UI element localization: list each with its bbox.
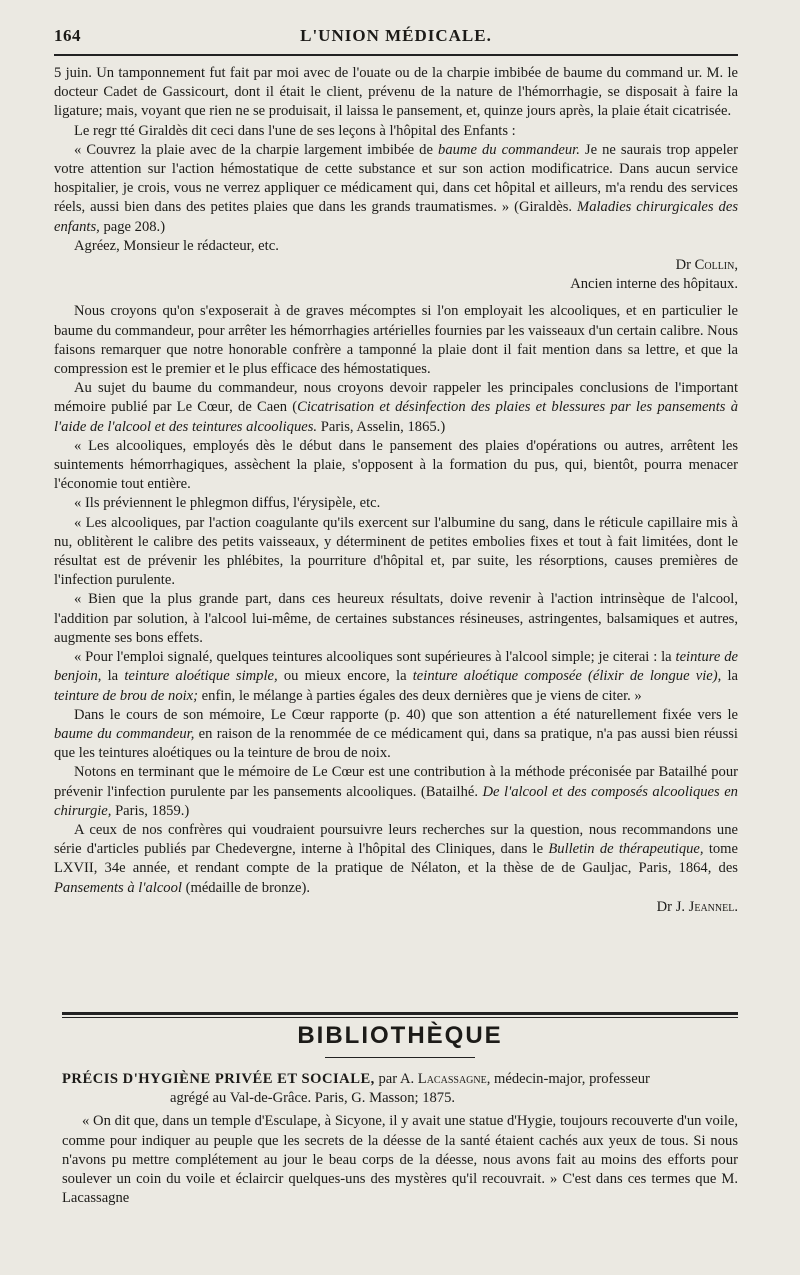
commentary-paragraph: Au sujet du baume du commandeur, nous croyons devoir rappeler les principales conclusions de l'important mémoire publié par Le Cœur, de Caen (Cicatrisation et désinfection des plaies et blessures par les pansements à l'aide de l'alcool et des teintures alcooliques. Paris, Asselin, 1865.) <box>54 380 738 435</box>
commentary-paragraph: Notons en terminant que le mémoire de Le Cœur est une contribution à la méthode préconisée par Batailhé pour prévenir l'infection purulente par les pansements alcooliques. (Batailhé. De l'alcool et des composés alcooliques en chirurgie, Paris, 1859.) <box>54 764 738 819</box>
section-rule <box>62 1012 738 1015</box>
commentary-paragraph: Nous croyons qu'on s'exposerait à de graves mécomptes si l'on employait les alcooliques, et en particulier le baume du commandeur, pour arrêter les hémorrhagies artérielles fournies par les vaisseaux d'un certain calibre. Nous faisons remarquer que notre honorable confrère a tamponné la plaie dont il fait mention dans sa lettre, et que la compression est le premier et le plus efficace des hémostatiques. <box>54 303 738 378</box>
header-rule <box>54 54 738 56</box>
book-entry: PRÉCIS D'HYGIÈNE PRIVÉE ET SOCIALE, par A. Lacassagne, médecin-major, professeur agrégé au Val-de-Grâce. Paris, G. Masson; 1875. <box>62 1070 738 1108</box>
signature-title: Ancien interne des hôpitaux. <box>570 276 738 293</box>
page-header <box>54 22 738 52</box>
section-rule-thin <box>62 1017 738 1018</box>
commentary-signature: Dr J. Jeannel. <box>656 898 738 915</box>
book-review-text: « On dit que, dans un temple d'Esculape, à Sicyone, il y avait une statue d'Hygie, toujours recouverte d'un voile, comme pour indiquer au peuple que les secrets de la déesse de la santé étaient cachés aux yeux de tous. Si nous n'avons pu mettre complétement au jour le beau corps de la déesse, nous avons fait au moins des efforts pour soulever un coin du voile et éclaircir quelques-uns des mystères qu'il recouvrait. » C'est dans ces termes que M. Lacassagne <box>62 1113 738 1207</box>
commentary-paragraph: Dans le cours de son mémoire, Le Cœur rapporte (p. 40) que son attention a été naturellement fixée vers le baume du commandeur, en raison de la renommée de ce médicament qui, dans sa pratique, n'a pas aussi bien réussi que les teintures aloétiques ou la teinture de brou de noix. <box>54 706 738 762</box>
letter-closing: Agréez, Monsieur le rédacteur, etc. <box>74 237 279 254</box>
letter-paragraph: Le regr tté Giraldès dit ceci dans l'une de ses leçons à l'hôpital des Enfants : <box>74 122 516 139</box>
book-publication: agrégé au Val-de-Grâce. Paris, G. Masson; 1875. <box>170 1090 456 1107</box>
letter-signature: Dr Collin, <box>675 257 738 274</box>
lecoeur-quote: « Bien que la plus grande part, dans ces heureux résultats, doive revenir à l'action intrinsèque de l'alcool, l'addition par solution, à l'alcool lui-même, de certaines substances résineuses, astringentes, balsamiques et autres, augmente ses bons effets. <box>54 591 738 646</box>
commentary-paragraph: A ceux de nos confrères qui voudraient poursuivre leurs recherches sur la question, nous recommandons une série d'articles publiés par Chedevergne, interne à l'hôpital des Cliniques, dans le Bulletin de thérapeutique, tome LXVII, 34e année, et rendant compte de la pratique de Nélaton, et la thèse de de Gauljac, Paris, 1864, des Pansements à l'alcool (médaille de bronze). <box>54 821 738 896</box>
section-title: BIBLIOTHÈQUE <box>297 1022 503 1049</box>
lecoeur-quote: « Ils préviennent le phlegmon diffus, l'érysipèle, etc. <box>74 495 381 512</box>
book-author: Lacassagne, <box>417 1071 491 1087</box>
lecoeur-quote: « Pour l'emploi signalé, quelques teintures alcooliques sont supérieures à l'alcool simple; je citerai : la teinture de benjoin, la teinture aloétique simple, ou mieux encore, la teinture aloétique composée (élixir de longue vie), la teinture de brou de noix; enfin, le mélange à parties égales des deux dernières que je viens de citer. » <box>54 649 738 704</box>
article-body <box>54 64 738 917</box>
giraldes-quote: « Couvrez la plaie avec de la charpie largement imbibée de baume du commandeur. Je ne saurais trop appeler votre attention sur l'action hémostatique de cette substance et sur son action modificatrice. Dans aucun service hospitalier, je crois, vous ne verrez appliquer ce médicament qui, dans cet hôpital et ailleurs, m'a rendu des services réels, aussi bien dans des petites plaies que dans les grands traumatismes. » (Giraldès. Maladies chirurgicales des enfants, page 208.) <box>54 141 739 235</box>
lecoeur-quote: « Les alcooliques, employés dès le début dans le pansement des plaies d'opérations ou autres, arrêtent les suintements hémorrhagiques, assèchent la plaie, s'opposent à la formation du pus, qui, bientôt, pourra menacer l'économie tout entière. <box>54 437 738 493</box>
page-number: 164 <box>54 26 81 45</box>
book-title: PRÉCIS D'HYGIÈNE PRIVÉE ET SOCIALE, <box>62 1071 375 1087</box>
lecoeur-quote: « Les alcooliques, par l'action coagulante qu'ils exercent sur l'albumine du sang, dans le réticule capillaire mis à nu, oblitèrent le calibre des petits vaisseaux, y déterminent de petites embolies fixes et tout à fait limitées, dont le résultat est de prévenir les phlébites, la pourriture d'hôpital et, par suite, les résorptions, causes premières de l'infection purulente. <box>54 514 738 589</box>
section-title-underline <box>325 1057 475 1058</box>
bibliotheque-section <box>62 1070 738 1208</box>
letter-paragraph: 5 juin. Un tamponnement fut fait par moi avec de l'ouate ou de la charpie imbibée de baume du command ur. M. le docteur Cadet de Gassicourt, dont il était le client, prévenu de la nature de l'hémorrhagie, se disposait à faire la ligature; mais, voyant que rien ne se produisait, il laissa le pansement, et, quinze jours après, la plaie était cicatrisée. <box>54 65 738 120</box>
running-title: L'UNION MÉDICALE. <box>300 26 492 45</box>
